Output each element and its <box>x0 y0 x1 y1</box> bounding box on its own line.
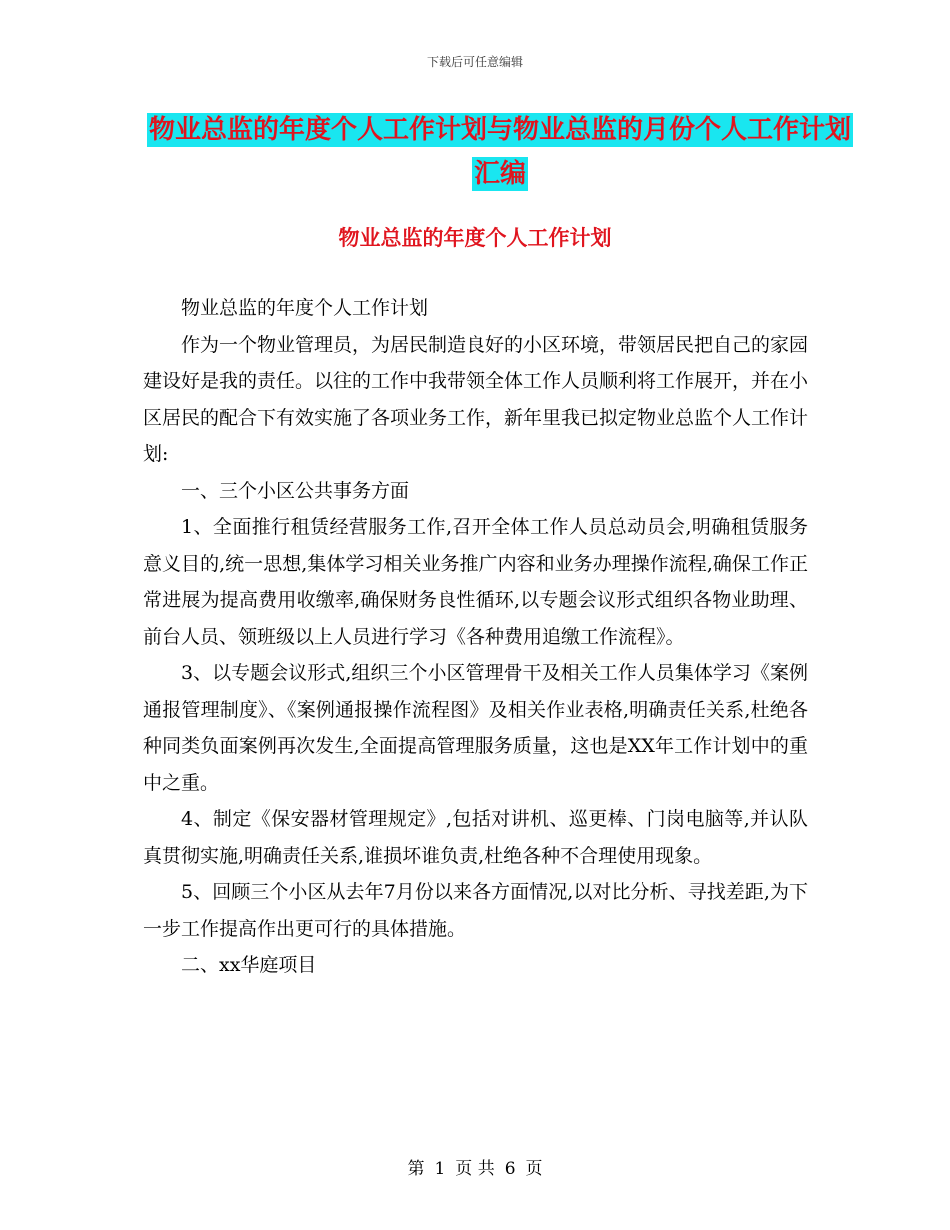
paragraph: 1、全面推行租赁经营服务工作,召开全体工作人员总动员会,明确租赁服务意义目的,统一思想,集体学习相关业务推广内容和业务办理操作流程,确保工作正常进展为提高费用收缴率,确保财务良性循环,以专题会议形式组织各物业助理、前台人员、领班级以上人员进行学习《各种费用追缴工作流程》。 <box>143 516 808 648</box>
footer-suffix: 页 <box>525 1159 543 1179</box>
footer-total-pages: 6 <box>504 1159 516 1179</box>
header-note: 下载后可任意编辑 <box>426 55 523 69</box>
section-title: 物业总监的年度个人工作计划 <box>338 226 612 250</box>
paragraph: 5、回顾三个小区从去年7月份以来各方面情况,以对比分析、寻找差距,为下一步工作提高作出更可行的具体措施。 <box>143 881 808 940</box>
document-title-text: 物业总监的年度个人工作计划与物业总监的月份个人工作计划汇编 <box>148 115 851 189</box>
document-title <box>140 108 860 196</box>
paragraph: 物业总监的年度个人工作计划 <box>181 297 429 319</box>
paragraph: 一、三个小区公共事务方面 <box>181 479 410 502</box>
page-footer <box>0 1154 950 1179</box>
paragraph: 二、xx华庭项目 <box>181 954 317 976</box>
paragraph: 作为一个物业管理员，为居民制造良好的小区环境，带领居民把自己的家园建设好是我的责任。以往的工作中我带领全体工作人员顺利将工作展开，并在小区居民的配合下有效实施了各项业务工作，新年里我已拟定物业总监个人工作计划: <box>143 333 809 465</box>
footer-page-number: 1 <box>434 1159 446 1179</box>
footer-prefix: 第 <box>407 1159 425 1179</box>
footer-middle: 页 共 <box>455 1159 495 1179</box>
paragraph: 4、制定《保安器材管理规定》,包括对讲机、巡更棒、门岗电脑等,并认队真贯彻实施,明确责任关系,谁损坏谁负责,杜绝各种不合理使用现象。 <box>143 808 808 867</box>
document-body <box>143 290 808 984</box>
paragraph: 3、以专题会议形式,组织三个小区管理骨干及相关工作人员集体学习《案例通报管理制度》、《案例通报操作流程图》及相关作业表格,明确责任关系,杜绝各种同类负面案例再次发生,全面提高管理服务质量，这也是XX年工作计划中的重中之重。 <box>143 662 808 794</box>
